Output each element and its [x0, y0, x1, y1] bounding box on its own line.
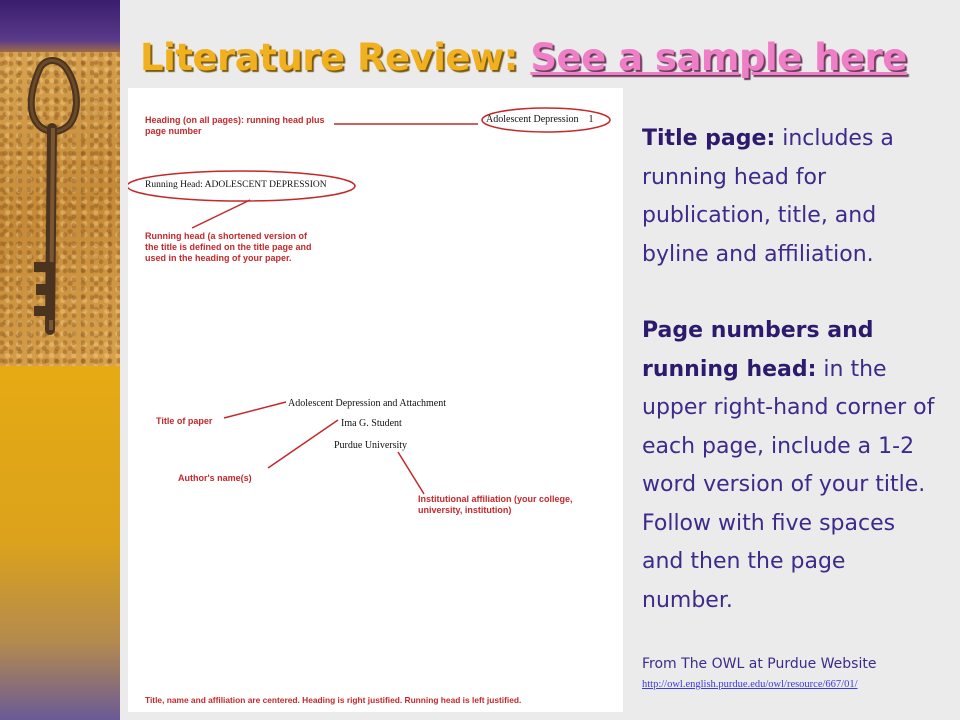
footer-annotation: Title, name and affiliation are centered. Heading is right justified. Running head is left justified.: [145, 695, 522, 705]
explanation-panel: [642, 120, 942, 620]
page-header-text: [486, 114, 593, 125]
title-of-paper-annotation: Title of paper: [156, 416, 213, 426]
slide-title: [140, 36, 907, 96]
page-numbers-paragraph: [642, 312, 942, 620]
sample-link[interactable]: See a sample here: [530, 36, 907, 79]
running-head-annotation: Running head (a shortened version of the title is defined on the title page and used in the heading of your paper.: [145, 231, 312, 263]
institutional-annotation: Institutional affiliation (your college, university, institution): [418, 494, 573, 515]
authors-name-annotation: Author's name(s): [178, 473, 252, 483]
paragraph-gap: [642, 274, 942, 312]
source-url-link[interactable]: http://owl.english.purdue.edu/owl/resource/667/01/: [642, 679, 858, 690]
page-numbers-text: in the upper right-hand corner of each page, include a 1-2 word version of your title. Follow with five spaces and then the page number.: [642, 356, 935, 613]
sample-title-page: [128, 88, 623, 712]
key-icon: [0, 0, 120, 720]
page-header-title: Adolescent Depression: [486, 114, 579, 125]
affiliation-text: Purdue University: [334, 440, 408, 451]
source-credit: From The OWL at Purdue Website: [642, 656, 877, 672]
page-numbers-keyword: Page numbers and running head:: [642, 318, 874, 382]
running-head-text: Running Head: ADOLESCENT DEPRESSION: [145, 180, 327, 190]
title-page-text: includes a running head for publication, title, and byline and affiliation.: [642, 126, 894, 267]
paper-title-text: Adolescent Depression and Attachment: [288, 398, 447, 409]
author-text: Ima G. Student: [341, 418, 402, 429]
decorative-strip: [0, 0, 120, 720]
page-number: 1: [588, 114, 594, 125]
title-prefix: Literature Review:: [140, 36, 531, 79]
title-page-keyword: Title page:: [642, 126, 776, 151]
heading-annotation: Heading (on all pages): running head plus page number: [145, 115, 325, 136]
title-page-paragraph: [642, 120, 942, 274]
